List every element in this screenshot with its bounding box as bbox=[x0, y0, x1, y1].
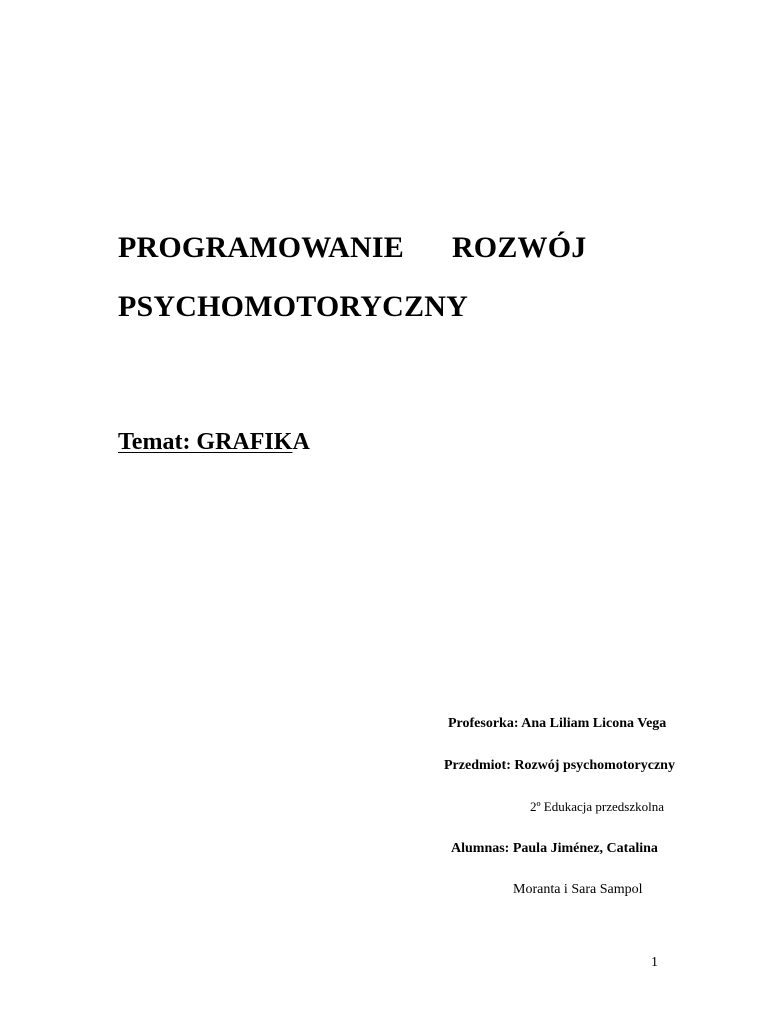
professor-line: Profesorka: Ana Liliam Licona Vega bbox=[448, 716, 667, 731]
students-line-1: Alumnas: Paula Jiménez, Catalina bbox=[451, 841, 658, 856]
page-number: 1 bbox=[651, 955, 658, 970]
grade-line: 2º Edukacja przedszkolna bbox=[530, 799, 664, 814]
students-line-2: Moranta i Sara Sampol bbox=[513, 882, 643, 897]
topic-heading bbox=[118, 429, 310, 456]
title-word-rozwoj: ROZWÓJ bbox=[451, 231, 587, 264]
subject-line: Przedmiot: Rozwój psychomotoryczny bbox=[444, 758, 675, 773]
title-line-1 bbox=[118, 231, 586, 265]
topic-trailing-text: A bbox=[292, 429, 310, 455]
title-line-2: PSYCHOMOTORYCZNY bbox=[118, 290, 468, 323]
title-word-programowanie: PROGRAMOWANIE bbox=[118, 231, 404, 264]
topic-underlined-text: Temat: GRAFIK bbox=[118, 429, 293, 455]
